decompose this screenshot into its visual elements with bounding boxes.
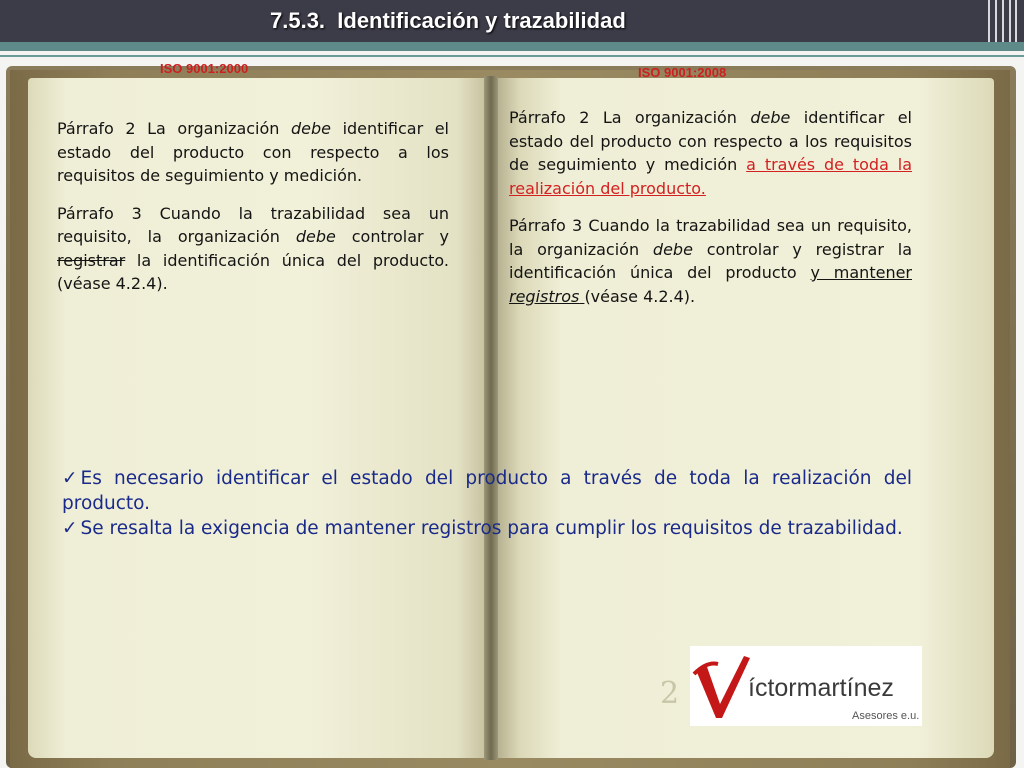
left-p3-text-mid: controlar y	[335, 227, 449, 246]
page-number: 2	[660, 676, 680, 711]
logo-v-mark-icon	[692, 652, 752, 722]
title-bar	[0, 0, 1024, 42]
logo-subtitle: Asesores e.u.	[852, 710, 920, 722]
check-mark-icon: ✓	[62, 468, 78, 489]
right-p3-added-text: y mantener	[810, 263, 913, 282]
left-paragraph-2	[57, 117, 449, 188]
left-p3-text-end: la identificación única del producto. (véase 4.2.4).	[57, 250, 449, 293]
left-p2-text: Párrafo 2 La organización	[57, 119, 292, 138]
slide-title: 7.5.3. Identificación y trazabilidad	[270, 8, 626, 33]
logo-name-first: íctor	[748, 674, 797, 702]
right-p3-emphasis: debe	[652, 239, 693, 259]
left-p2-emphasis: debe	[291, 119, 332, 138]
right-p3-text-end: (véase 4.2.4).	[584, 286, 696, 306]
book-spine	[484, 76, 498, 760]
check-mark-icon: ✓	[62, 518, 78, 539]
right-p2-text-mid: identificar el estado del producto con respecto a los requisitos de seguimiento y medición	[509, 108, 912, 174]
right-p3-text-mid: controlar y registrar la identificación única del producto	[509, 239, 912, 282]
right-paragraph-2	[509, 106, 912, 200]
accent-line	[0, 55, 1024, 57]
company-logo	[690, 646, 922, 726]
right-p2-text: Párrafo 2 La organización	[509, 108, 751, 127]
right-paragraph-3	[509, 214, 912, 308]
right-page-text	[509, 106, 912, 322]
conclusion-text: Es necesario identificar el estado del producto a través de toda la realización del producto.	[62, 468, 912, 514]
accent-bar	[0, 42, 1024, 51]
decorative-lines	[988, 0, 1018, 42]
left-p3-strikethrough: registrar	[57, 250, 126, 270]
iso-2000-label: ISO 9001:2000	[160, 61, 249, 76]
left-page-text	[57, 117, 449, 310]
right-p3-added-emphasis: registros	[509, 286, 580, 306]
conclusion-item	[62, 516, 912, 541]
left-p2-text-end: identificar el estado del producto con respecto a los requisitos de seguimiento y medición.	[57, 119, 449, 185]
left-p3-emphasis: debe	[295, 227, 336, 246]
conclusions-list	[62, 466, 912, 541]
conclusion-item	[62, 466, 912, 516]
right-p2-added-text: a través de toda la realización del producto.	[509, 155, 912, 198]
left-paragraph-3	[57, 202, 449, 296]
left-p3-text: Párrafo 3 Cuando la trazabilidad sea un requisito, la organización	[57, 203, 449, 246]
right-p3-text: Párrafo 3 Cuando la trazabilidad sea un requisito, la organización	[509, 216, 912, 259]
conclusion-text: Se resalta la exigencia de mantener registros para cumplir los requisitos de trazabilidad.	[80, 518, 903, 539]
iso-2008-label: ISO 9001:2008	[638, 65, 727, 80]
right-p2-emphasis: debe	[750, 108, 791, 127]
logo-name	[748, 674, 894, 703]
logo-name-last: martínez	[796, 674, 894, 702]
